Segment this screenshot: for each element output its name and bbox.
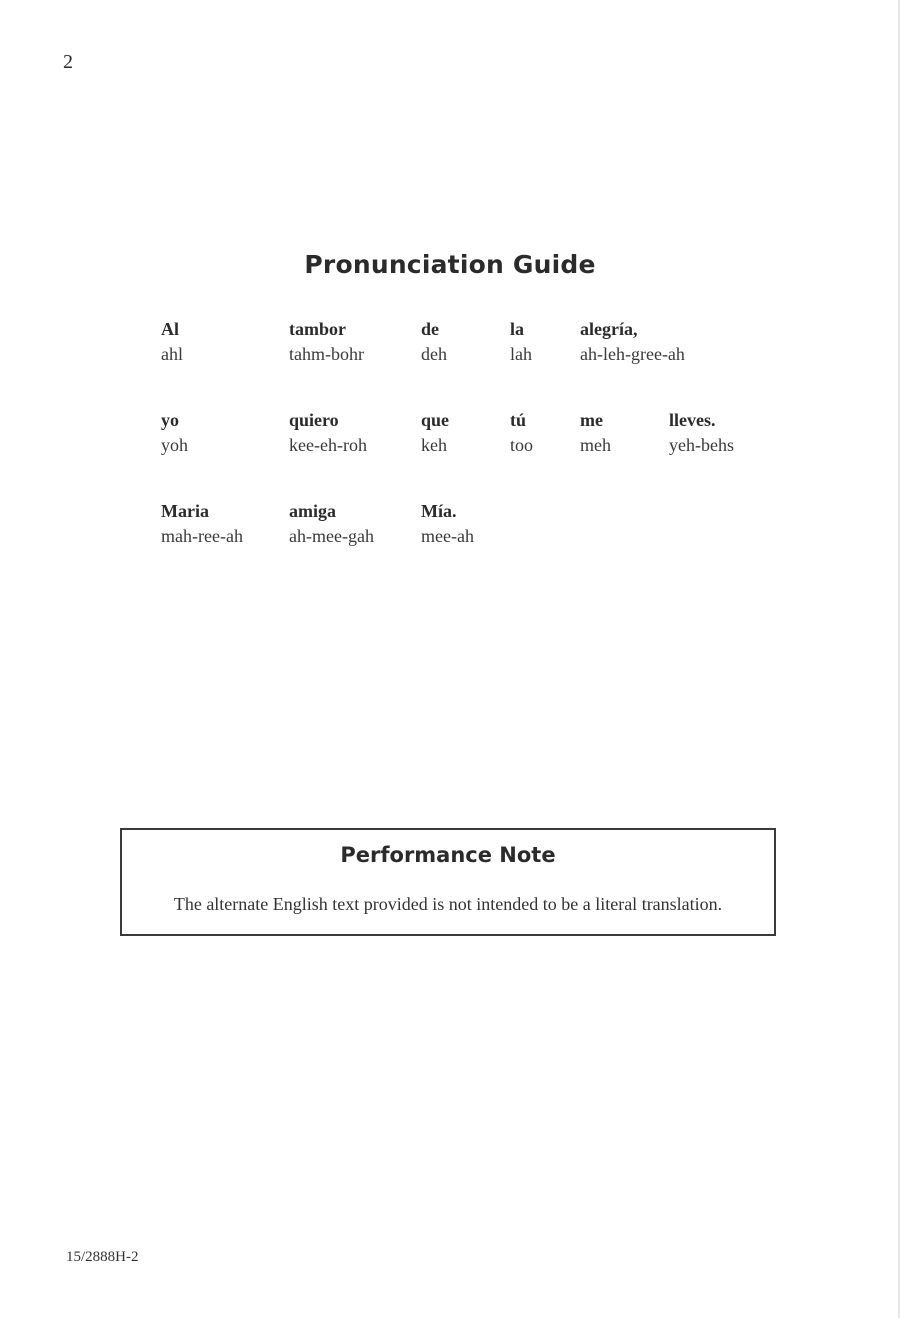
catalog-number: 15/2888H-2 bbox=[66, 1249, 139, 1265]
pronunciation-text: too bbox=[510, 435, 534, 455]
pronunciation-text: yoh bbox=[161, 435, 188, 455]
word-pair bbox=[421, 499, 474, 548]
pronunciation-text: mah-ree-ah bbox=[161, 526, 243, 546]
performance-note-box bbox=[120, 828, 776, 936]
performance-note-text: The alternate English text provided is not intended to be a literal translation. bbox=[173, 894, 723, 914]
word-pair bbox=[510, 317, 532, 366]
spanish-word: tambor bbox=[289, 319, 346, 339]
pronunciation-text: lah bbox=[510, 344, 532, 364]
pronunciation-text: mee-ah bbox=[421, 526, 474, 546]
spanish-word: yo bbox=[161, 410, 179, 430]
spanish-word: de bbox=[421, 319, 439, 339]
word-pair bbox=[161, 499, 243, 548]
word-pair bbox=[580, 317, 685, 366]
pronunciation-guide-title: Pronunciation Guide bbox=[304, 250, 596, 279]
spanish-word: que bbox=[421, 410, 450, 430]
word-pair bbox=[669, 408, 734, 457]
spanish-word: lleves. bbox=[669, 410, 716, 430]
spanish-word: Maria bbox=[161, 501, 209, 521]
word-pair bbox=[510, 408, 533, 457]
word-pair bbox=[289, 499, 374, 548]
guide-row bbox=[0, 408, 900, 468]
performance-note-title: Performance Note bbox=[340, 843, 556, 867]
spanish-word: quiero bbox=[289, 410, 339, 430]
word-pair bbox=[289, 317, 364, 366]
pronunciation-text: tahm-bohr bbox=[289, 344, 364, 364]
word-pair bbox=[289, 408, 367, 457]
word-pair bbox=[161, 408, 188, 457]
word-pair bbox=[580, 408, 611, 457]
spanish-word: la bbox=[510, 319, 525, 339]
word-pair bbox=[421, 408, 449, 457]
pronunciation-text: ahl bbox=[161, 344, 183, 364]
word-pair bbox=[161, 317, 183, 366]
pronunciation-text: meh bbox=[580, 435, 611, 455]
spanish-word: amiga bbox=[289, 501, 336, 521]
spanish-word: tú bbox=[510, 410, 527, 430]
pronunciation-text: ah-leh-gree-ah bbox=[580, 344, 685, 364]
spanish-word: alegría, bbox=[580, 319, 638, 339]
pronunciation-text: yeh-behs bbox=[669, 435, 734, 455]
spanish-word: Al bbox=[161, 319, 179, 339]
pronunciation-text: ah-mee-gah bbox=[289, 526, 374, 546]
word-pair bbox=[421, 317, 447, 366]
guide-row bbox=[0, 499, 900, 559]
guide-row bbox=[0, 317, 900, 377]
pronunciation-text: kee-eh-roh bbox=[289, 435, 367, 455]
pronunciation-text: keh bbox=[421, 435, 447, 455]
spanish-word: Mía. bbox=[421, 501, 457, 521]
pronunciation-text: deh bbox=[421, 344, 447, 364]
page-number: 2 bbox=[63, 51, 73, 73]
spanish-word: me bbox=[580, 410, 603, 430]
